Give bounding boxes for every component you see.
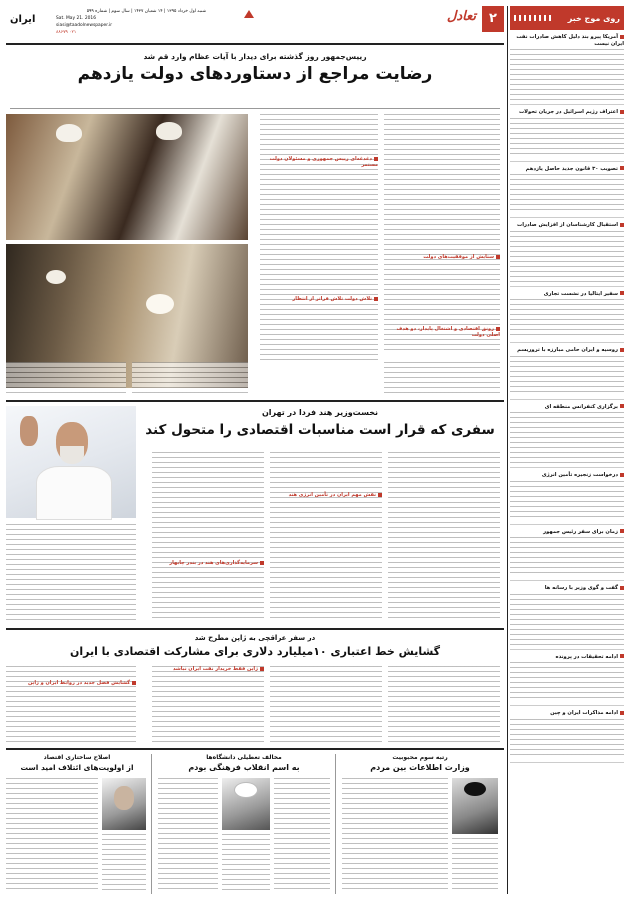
bullet-icon bbox=[374, 157, 378, 161]
top-subhead-2: دغدغه‌ای رییس جمهوری و مسئولان دولت مستمر bbox=[269, 156, 378, 168]
sidebar-divider bbox=[507, 6, 508, 894]
email: siasi@taadolnewspaper.ir bbox=[56, 23, 113, 28]
story2-col-1 bbox=[388, 452, 500, 622]
wave-icon bbox=[514, 15, 554, 21]
phone: ۸۸۶۷۹ ۰۲۱ bbox=[56, 30, 77, 35]
sidebar-item-text bbox=[510, 174, 624, 214]
sidebar-item-text bbox=[510, 537, 624, 577]
sidebar-item-title: برگزاری کنفرانس منطقه ای bbox=[510, 404, 624, 411]
top-story-kicker: رییس‌جمهور روز گذشته برای دیدار با آیات عظام وارد قم شد bbox=[143, 52, 367, 61]
sidebar-item-title: ادامه مذاکرات ایران و چین bbox=[510, 710, 624, 717]
sidebar-item bbox=[510, 222, 624, 287]
column-3-text bbox=[6, 778, 98, 890]
sidebar-item bbox=[510, 34, 624, 105]
bullet-icon bbox=[620, 166, 624, 170]
sidebar-item-title: سفیر ایتالیا در نشست تجاری bbox=[510, 291, 624, 298]
sidebar-item-title: روسیه و ایران حامی مبارزه با تروریسم bbox=[510, 347, 624, 354]
page-number: ۲ bbox=[489, 11, 497, 26]
bottom-column-3 bbox=[6, 754, 148, 894]
story3-col-3 bbox=[152, 666, 264, 744]
sidebar-item-text bbox=[510, 594, 624, 646]
photo-modi bbox=[6, 406, 136, 518]
story2-col-4 bbox=[6, 524, 136, 622]
photo-clerics-meeting bbox=[6, 114, 248, 240]
bullet-icon bbox=[496, 255, 500, 259]
top-subhead-1: ستایش از موفقیت‌های دولت bbox=[384, 254, 500, 260]
triangle-icon bbox=[244, 10, 254, 18]
page-header bbox=[6, 6, 504, 42]
sidebar-title: روی موج خبر bbox=[567, 13, 620, 23]
sidebar-item bbox=[510, 529, 624, 582]
bottom-divider-1 bbox=[335, 754, 336, 894]
face-icon bbox=[114, 786, 134, 810]
bullet-icon bbox=[620, 711, 624, 715]
story3-subhead-1: ژاپن فقط خریدار نفت ایران نباشد bbox=[152, 666, 264, 672]
column-3-title: از اولویت‌های ائتلاف امید است bbox=[20, 763, 134, 772]
sidebar-item bbox=[510, 404, 624, 469]
sidebar-item bbox=[510, 472, 624, 525]
story-divider-3 bbox=[6, 748, 504, 750]
sidebar-item-text bbox=[510, 356, 624, 396]
bottom-column-2 bbox=[156, 754, 332, 894]
sidebar-list bbox=[510, 34, 624, 763]
column-1-text bbox=[342, 778, 448, 890]
story-divider-1 bbox=[6, 400, 504, 402]
story3-kicker: در سفر عراقچی به ژاپن مطرح شد bbox=[194, 634, 316, 642]
sidebar-item-text bbox=[510, 481, 624, 521]
bullet-icon bbox=[620, 404, 624, 408]
photo-minister bbox=[452, 778, 498, 834]
sidebar-item-title: درخواست زنجیره تأمین انرژی bbox=[510, 472, 624, 479]
top-story-col-2 bbox=[260, 114, 378, 364]
bullet-icon bbox=[620, 473, 624, 477]
sidebar-item-text bbox=[510, 412, 624, 464]
top-subhead-3: تلاش دولت تلاش فراتر از انتظار bbox=[260, 296, 378, 302]
bullet-icon bbox=[620, 654, 624, 658]
news-sidebar bbox=[510, 6, 624, 894]
shirt-icon bbox=[36, 466, 112, 520]
column-2-text-2 bbox=[158, 778, 218, 890]
bullet-icon bbox=[496, 327, 500, 331]
sidebar-item-title: گفت و گوی وزیر با رسانه ها bbox=[510, 585, 624, 592]
story3-col-1 bbox=[388, 666, 500, 744]
bottom-column-1 bbox=[340, 754, 500, 894]
sidebar-item-text bbox=[510, 299, 624, 339]
beard-icon bbox=[60, 446, 84, 464]
turban-icon bbox=[234, 782, 258, 798]
top-subhead-4: رونق اقتصادی و اشتغال پایدار، دو هدف اصلی دولت bbox=[396, 326, 500, 338]
column-1-kicker: رتبه سوم محبوبیت bbox=[392, 754, 448, 761]
turban-icon bbox=[146, 294, 174, 314]
story2-kicker: نخست‌وزیر هند فردا در تهران bbox=[261, 408, 379, 417]
sidebar-item-text bbox=[510, 231, 624, 283]
turban-icon bbox=[46, 270, 66, 284]
story3-col-4 bbox=[6, 666, 136, 744]
top-story-headline: رضایت مراجع از دستاوردهای دولت یازدهم bbox=[77, 64, 433, 84]
story3-headline: گشایش خط اعتباری ۱۰میلیارد دلاری برای مشارکت اقتصادی با ایران bbox=[69, 645, 441, 658]
sidebar-item-text bbox=[510, 118, 624, 158]
bullet-icon bbox=[620, 35, 624, 39]
issue-info bbox=[56, 8, 206, 36]
turban-icon bbox=[56, 124, 82, 142]
bullet-icon bbox=[620, 110, 624, 114]
column-2-title: به اسم انقلاب فرهنگی بودم bbox=[188, 763, 300, 772]
sidebar-item bbox=[510, 347, 624, 400]
column-2-text-3 bbox=[222, 834, 270, 890]
sidebar-item bbox=[510, 710, 624, 763]
sidebar-item bbox=[510, 109, 624, 162]
photo-caption-col bbox=[6, 362, 126, 396]
turban-icon bbox=[156, 122, 182, 140]
column-1-title: وزارت اطلاعات بین مردم bbox=[370, 763, 470, 772]
story2-subhead-1: نقش مهم ایران در تأمین انرژی هند bbox=[270, 492, 382, 498]
bullet-icon bbox=[260, 561, 264, 565]
bullet-icon bbox=[260, 667, 264, 671]
sidebar-item-title: استقبال کارشناسان از افزایش صادرات bbox=[510, 222, 624, 229]
photo-caption-col-2 bbox=[132, 362, 248, 396]
bullet-icon bbox=[620, 529, 624, 533]
bullet-icon bbox=[620, 223, 624, 227]
issue-line: شنبه اول خرداد ۱۳۹۵ | ۱۴ شعبان ۱۴۳۷ | سال سوم | شماره ۵۹۹ bbox=[86, 9, 206, 14]
bullet-icon bbox=[620, 586, 624, 590]
header-rule bbox=[6, 43, 504, 45]
page-number-box bbox=[482, 6, 504, 32]
sidebar-item bbox=[510, 654, 624, 707]
bullet-icon bbox=[132, 681, 136, 685]
section-name: ایران bbox=[10, 14, 36, 25]
sidebar-item bbox=[510, 585, 624, 650]
sidebar-item-title: ادامه تحقیقات در پرونده bbox=[510, 654, 624, 661]
hand-icon bbox=[20, 416, 38, 446]
photo-rafsanjani bbox=[222, 778, 270, 830]
story3-col-2 bbox=[270, 666, 382, 744]
story2-col-3 bbox=[152, 452, 264, 622]
story2-subhead-2: سرمایه‌گذاری‌های هند در بندر چابهار bbox=[152, 560, 264, 566]
bullet-icon bbox=[374, 297, 378, 301]
bullet-icon bbox=[620, 291, 624, 295]
sidebar-item-title: تصویب ۳۰ قانون جدید حاصل یازدهم bbox=[510, 166, 624, 173]
sidebar-item-title: اعتراف رژیم اسرائیل در جریان تحولات bbox=[510, 109, 624, 116]
column-2-kicker: مخالف تعطیلی دانشگاه‌ها bbox=[206, 754, 282, 761]
sidebar-header bbox=[510, 6, 624, 30]
date-en: Sat. May 21. 2016 bbox=[56, 16, 97, 21]
bullet-icon bbox=[620, 348, 624, 352]
sidebar-item-text bbox=[510, 719, 624, 759]
story2-headline: سفری که قرار است مناسبات اقتصادی را متحول کند bbox=[145, 422, 495, 438]
headline-rule bbox=[10, 108, 500, 109]
story-divider-2 bbox=[6, 628, 504, 630]
turban-icon bbox=[464, 782, 486, 796]
top-story-col-3 bbox=[384, 362, 500, 396]
sidebar-item bbox=[510, 291, 624, 344]
sidebar-item bbox=[510, 166, 624, 219]
story3-subhead-2: گشایش فصل جدید در روابط ایران و ژاپن bbox=[6, 680, 136, 686]
sidebar-item-text bbox=[510, 662, 624, 702]
column-1-text-2 bbox=[452, 838, 498, 890]
photo-aref bbox=[102, 778, 146, 830]
column-2-text-1 bbox=[274, 778, 330, 890]
bottom-divider-2 bbox=[151, 754, 152, 894]
newspaper-logo: تعادل bbox=[446, 9, 476, 24]
top-story-col-1 bbox=[384, 114, 500, 354]
sidebar-item-title: آمریکا پیرو بند دلیل کاهش صادرات نفت ایران نیست bbox=[516, 34, 624, 47]
sidebar-item-title: زمان برای سفر رئیس جمهور bbox=[510, 529, 624, 536]
bullet-icon bbox=[378, 493, 382, 497]
story2-col-2 bbox=[270, 452, 382, 622]
sidebar-item-text bbox=[510, 49, 624, 101]
column-3-text-2 bbox=[102, 834, 146, 890]
column-3-kicker: اصلاح ساختاری اقتصاد bbox=[43, 754, 111, 761]
